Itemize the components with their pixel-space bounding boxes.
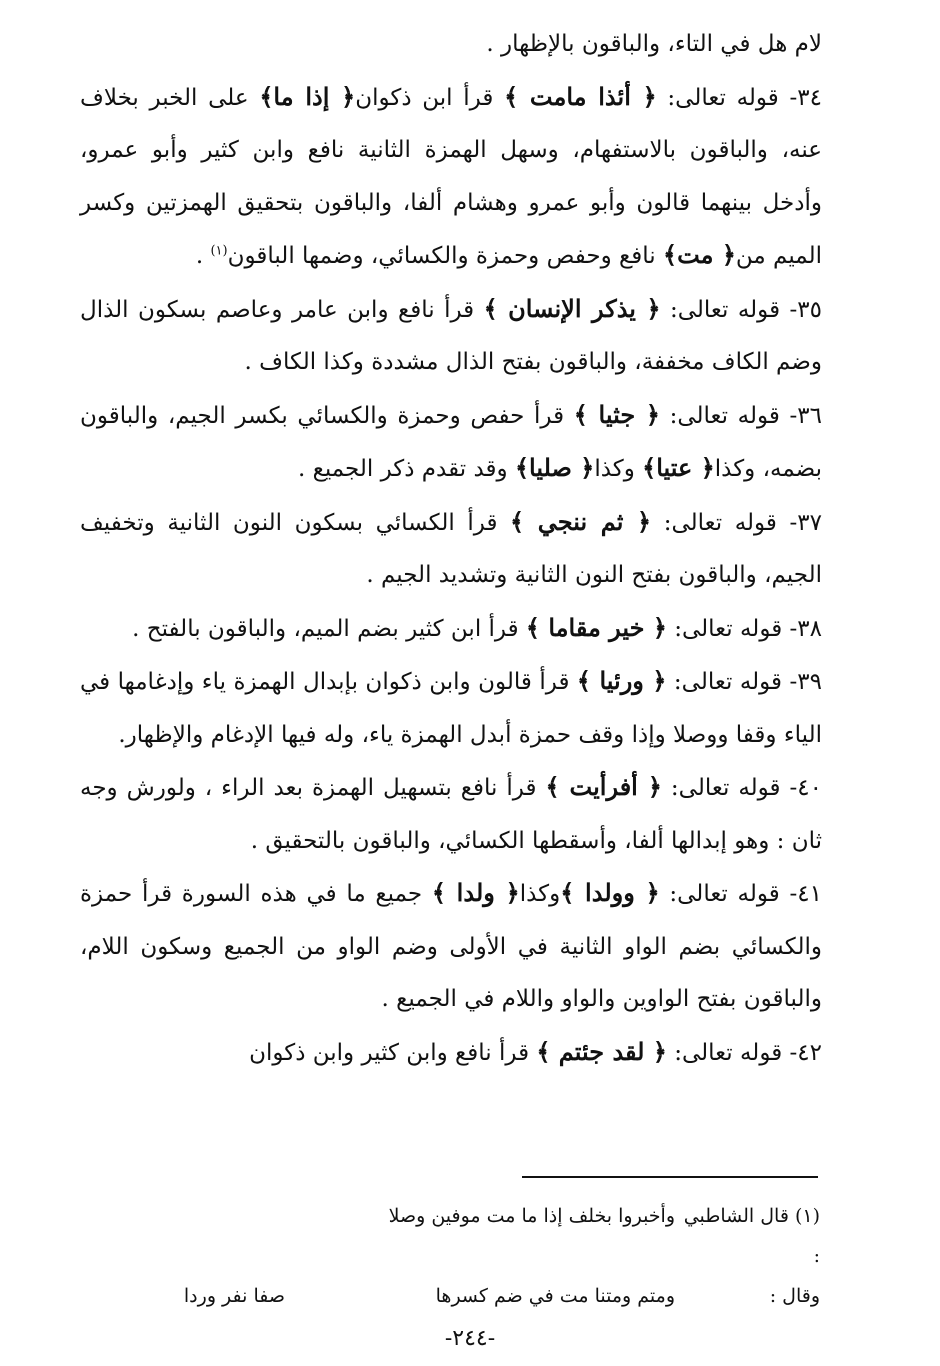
footnote-label: (١) قال الشاطبي : — [683, 1205, 820, 1267]
quran-quote: ﴿ إذا ما﴾ — [259, 81, 356, 111]
quran-quote: ﴿ مت﴾ — [663, 240, 736, 269]
quran-quote: ﴿ صليا﴾ — [514, 453, 595, 482]
paragraph-36: ٣٦- قوله تعالى: ﴿ جثيا ﴾ قرأ حفص وحمزة والكسائي بكسر الجيم، والباقون بضمه، وكذا﴿ عتيا﴾ وكذا﴿ صليا﴾ وقد تقدم ذكر الجميع . — [80, 399, 823, 482]
paragraph-42: ٤٢- قوله تعالى: ﴿ لقد جئتم ﴾ قرأ نافع وابن كثير وابن ذكوان — [249, 1036, 822, 1066]
page-number: -٢٤٤- — [444, 1326, 496, 1351]
paragraph-41: ٤١- قوله تعالى: ﴿ وولدا ﴾وكذا﴿ ولدا ﴾ جميع ما في هذه السورة قرأ حمزة والكسائي بضم الواو الثانية في الأولى وضم الواو من الجميع وسكون اللام، والباقون بفتح الواوين والواو واللام في الجميع . — [80, 878, 822, 1012]
paragraph-34: ٣٤- قوله تعالى: ﴿ أئذا مامت ﴾ قرأ ابن ذكوان﴿ إذا ما﴾ على الخبر بخلاف عنه، والباقون بالاستفهام، وسهل الهمزة الثانية نافع وابن كثير وأبو عمرو، وأدخل بينهما قالون وأبو عمرو وهشام ألفا، والباقون بتحقيق الهمزتين وكسر الميم من﴿ مت﴾ نافع وحفص وحمزة والكسائي، وضمها الباقون$^{(١)}$ . — [80, 81, 823, 269]
quran-quote: ﴿ لقد جئتم ﴾ — [536, 1036, 667, 1066]
quran-quote: ﴿ يذكر الإنسان ﴾ — [483, 293, 661, 323]
quran-quote: ﴿ ثم ننجي ﴾ — [510, 506, 652, 536]
verse-hemistich: صفا نفر وردا — [183, 1285, 285, 1307]
paragraph-38: ٣٨- قوله تعالى: ﴿ خير مقاما ﴾ قرأ ابن كثير بضم الميم، والباقون بالفتح . — [132, 612, 822, 642]
main-text — [80, 18, 822, 1079]
paragraph-intro: لام هل في التاء، والباقون بالإظهار . — [486, 31, 822, 57]
paragraph-37: ٣٧- قوله تعالى: ﴿ ثم ننجي ﴾ قرأ الكسائي بسكون النون الثانية وتخفيف الجيم، والباقون بفتح النون الثانية وتشديد الجيم . — [80, 506, 822, 588]
verse-hemistich — [110, 1196, 285, 1276]
verse-hemistich: ومتم ومتنا مت في ضم كسرها — [435, 1285, 675, 1307]
footnote-separator — [522, 1176, 818, 1178]
quran-quote: ﴿ ولدا ﴾ — [431, 878, 520, 907]
quran-quote: ﴿ أفرأيت ﴾ — [545, 772, 662, 801]
verse-hemistich: وأخبروا بخلف إذا ما مت موفين وصلا — [388, 1205, 675, 1227]
quran-quote: ﴿ جثيا ﴾ — [573, 399, 660, 429]
quran-quote: ﴿ ورئيا ﴾ — [576, 666, 667, 695]
footnote-label: وقال : — [769, 1285, 820, 1307]
quran-quote: ﴿ عتيا﴾ — [642, 453, 715, 482]
quran-quote: ﴿ وولدا ﴾ — [560, 878, 660, 907]
paragraph-39: ٣٩- قوله تعالى: ﴿ ورئيا ﴾ قرأ قالون وابن ذكوان بإبدال الهمزة ياء وإدغامها في الياء وقفا ووصلا وإذا وقف حمزة أبدل الهمزة ياء، وله فيها الإدغام والإظهار. — [80, 666, 822, 748]
footnotes — [110, 1196, 820, 1316]
paragraph-40: ٤٠- قوله تعالى: ﴿ أفرأيت ﴾ قرأ نافع بتسهيل الهمزة بعد الراء ، ولورش وجه ثان : وهو إبدالها ألفا، وأسقطها الكسائي، والباقون بالتحقيق . — [80, 772, 822, 854]
footnote-line-2 — [110, 1276, 820, 1316]
paragraph-35: ٣٥- قوله تعالى: ﴿ يذكر الإنسان ﴾ قرأ نافع وابن عامر وعاصم بسكون الذال وضم الكاف مخففة، والباقون بفتح الذال مشددة وكذا الكاف . — [80, 293, 822, 375]
footnote-marker: (١) — [210, 243, 228, 259]
quran-quote: ﴿ أئذا مامت ﴾ — [504, 81, 657, 111]
quran-quote: ﴿ خير مقاما ﴾ — [525, 612, 667, 642]
footnote-line-1 — [110, 1196, 820, 1276]
